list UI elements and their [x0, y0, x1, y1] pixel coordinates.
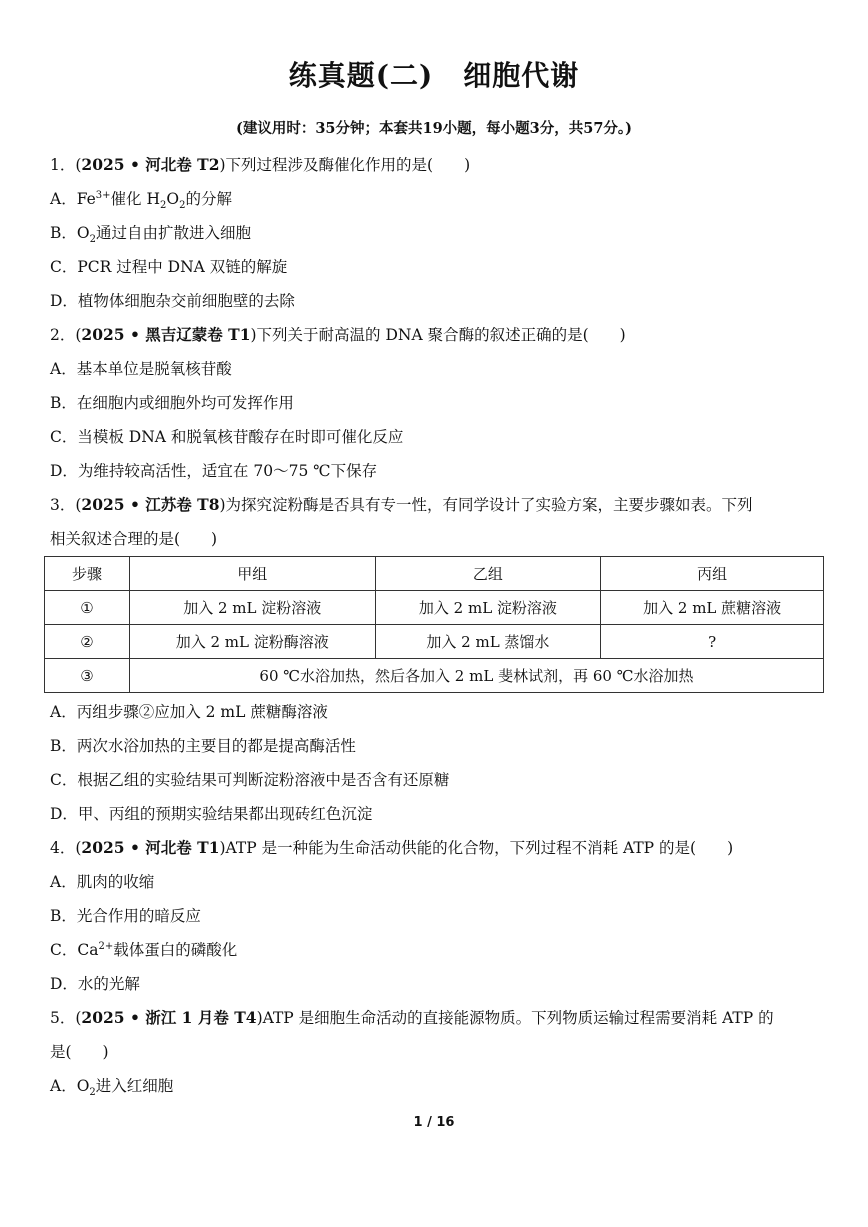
- question-2-option-a: A．基本单位是脱氧核苷酸: [50, 360, 232, 378]
- page-title: [0, 54, 868, 94]
- question-3-stem: 3．(2025 • 江苏卷 T8)为探究淀粉酶是否具有专一性，有同学设计了实验方案，主要步骤如表。下列: [50, 495, 753, 514]
- table-row: [45, 625, 824, 659]
- table-cell: 加入 2 mL 淀粉酶溶液: [129, 625, 375, 659]
- question-5-stem: 5．(2025 • 浙江 1 月卷 T4)ATP 是细胞生命活动的直接能源物质。下列物质运输过程需要消耗 ATP 的: [50, 1008, 774, 1027]
- table-cell: 加入 2 mL 淀粉溶液: [129, 591, 375, 625]
- question-2-source: 2025 • 黑吉辽蒙卷 T1: [81, 325, 251, 344]
- table-header-row: [45, 557, 824, 591]
- question-1-option-a: A．$Fe^{3+}$催化 $H_2O_2$的分解: [50, 189, 232, 212]
- table-cell: ?: [601, 625, 824, 659]
- question-4-option-c: C．$Ca^{2+}$载体蛋白的磷酸化: [50, 940, 238, 959]
- question-4-option-b: B．光合作用的暗反应: [50, 907, 201, 925]
- question-4-stem: 4．(2025 • 河北卷 T1)ATP 是一种能为生命活动供能的化合物，下列过程不消耗 ATP 的是( ): [50, 838, 734, 857]
- table-cell-merged: 60 ℃水浴加热，然后各加入 2 mL 斐林试剂，再 60 ℃水浴加热: [129, 659, 823, 693]
- table-cell: 加入 2 mL 淀粉溶液: [375, 591, 601, 625]
- question-3-option-b: B．两次水浴加热的主要目的都是提高酶活性: [50, 737, 356, 755]
- experiment-table: [44, 556, 824, 693]
- question-1-option-c: C．PCR 过程中 DNA 双链的解旋: [50, 258, 288, 276]
- question-5-option-a: A．$O_2$进入红细胞: [50, 1077, 174, 1099]
- question-4-option-d: D．水的光解: [50, 975, 140, 993]
- table-row: [45, 591, 824, 625]
- table-header-cell: 乙组: [375, 557, 601, 591]
- table-cell: 加入 2 mL 蒸馏水: [375, 625, 601, 659]
- question-2-option-d: D．为维持较高活性，适宜在 70～75 ℃下保存: [50, 462, 378, 480]
- question-1-option-b: B．$O_2$通过自由扩散进入细胞: [50, 224, 251, 246]
- table-row: [45, 659, 824, 693]
- question-4-source: 2025 • 河北卷 T1: [81, 838, 220, 857]
- page-subtitle: (建议用时：35分钟；本套共19小题，每小题3分，共57分。): [235, 120, 633, 137]
- table-cell: 加入 2 mL 蔗糖溶液: [601, 591, 824, 625]
- table-header-cell: 丙组: [601, 557, 824, 591]
- table-header-cell: 甲组: [129, 557, 375, 591]
- page-number: 1 / 16: [413, 1115, 455, 1130]
- question-3-option-c: C．根据乙组的实验结果可判断淀粉溶液中是否含有还原糖: [50, 771, 450, 789]
- question-3-option-a: A．丙组步骤②应加入 2 mL 蔗糖酶溶液: [50, 703, 328, 721]
- title-main: 练真题(二): [288, 59, 434, 92]
- question-2-option-b: B．在细胞内或细胞外均可发挥作用: [50, 394, 294, 412]
- question-4-option-a: A．肌肉的收缩: [50, 873, 155, 891]
- question-3-stem-cont: 相关叙述合理的是( ): [50, 530, 218, 548]
- table-cell: ②: [45, 625, 130, 659]
- title-sub: 细胞代谢: [463, 59, 580, 92]
- question-2-stem: 2．(2025 • 黑吉辽蒙卷 T1)下列关于耐高温的 DNA 聚合酶的叙述正确的是( ): [50, 325, 626, 344]
- question-5-stem-cont: 是( ): [50, 1043, 109, 1061]
- table-cell: ①: [45, 591, 130, 625]
- question-1-option-d: D．植物体细胞杂交前细胞壁的去除: [50, 292, 295, 310]
- question-5-source: 2025 • 浙江 1 月卷 T4: [81, 1008, 257, 1027]
- question-2-option-c: C．当模板 DNA 和脱氧核苷酸存在时即可催化反应: [50, 428, 404, 446]
- table-cell: ③: [45, 659, 130, 693]
- question-1-stem: 1．(2025 • 河北卷 T2)下列过程涉及酶催化作用的是( ): [50, 155, 471, 174]
- question-3-option-d: D．甲、丙组的预期实验结果都出现砖红色沉淀: [50, 805, 373, 823]
- question-1-source: 2025 • 河北卷 T2: [81, 155, 220, 174]
- table-header-cell: 步骤: [45, 557, 130, 591]
- question-3-source: 2025 • 江苏卷 T8: [81, 495, 220, 514]
